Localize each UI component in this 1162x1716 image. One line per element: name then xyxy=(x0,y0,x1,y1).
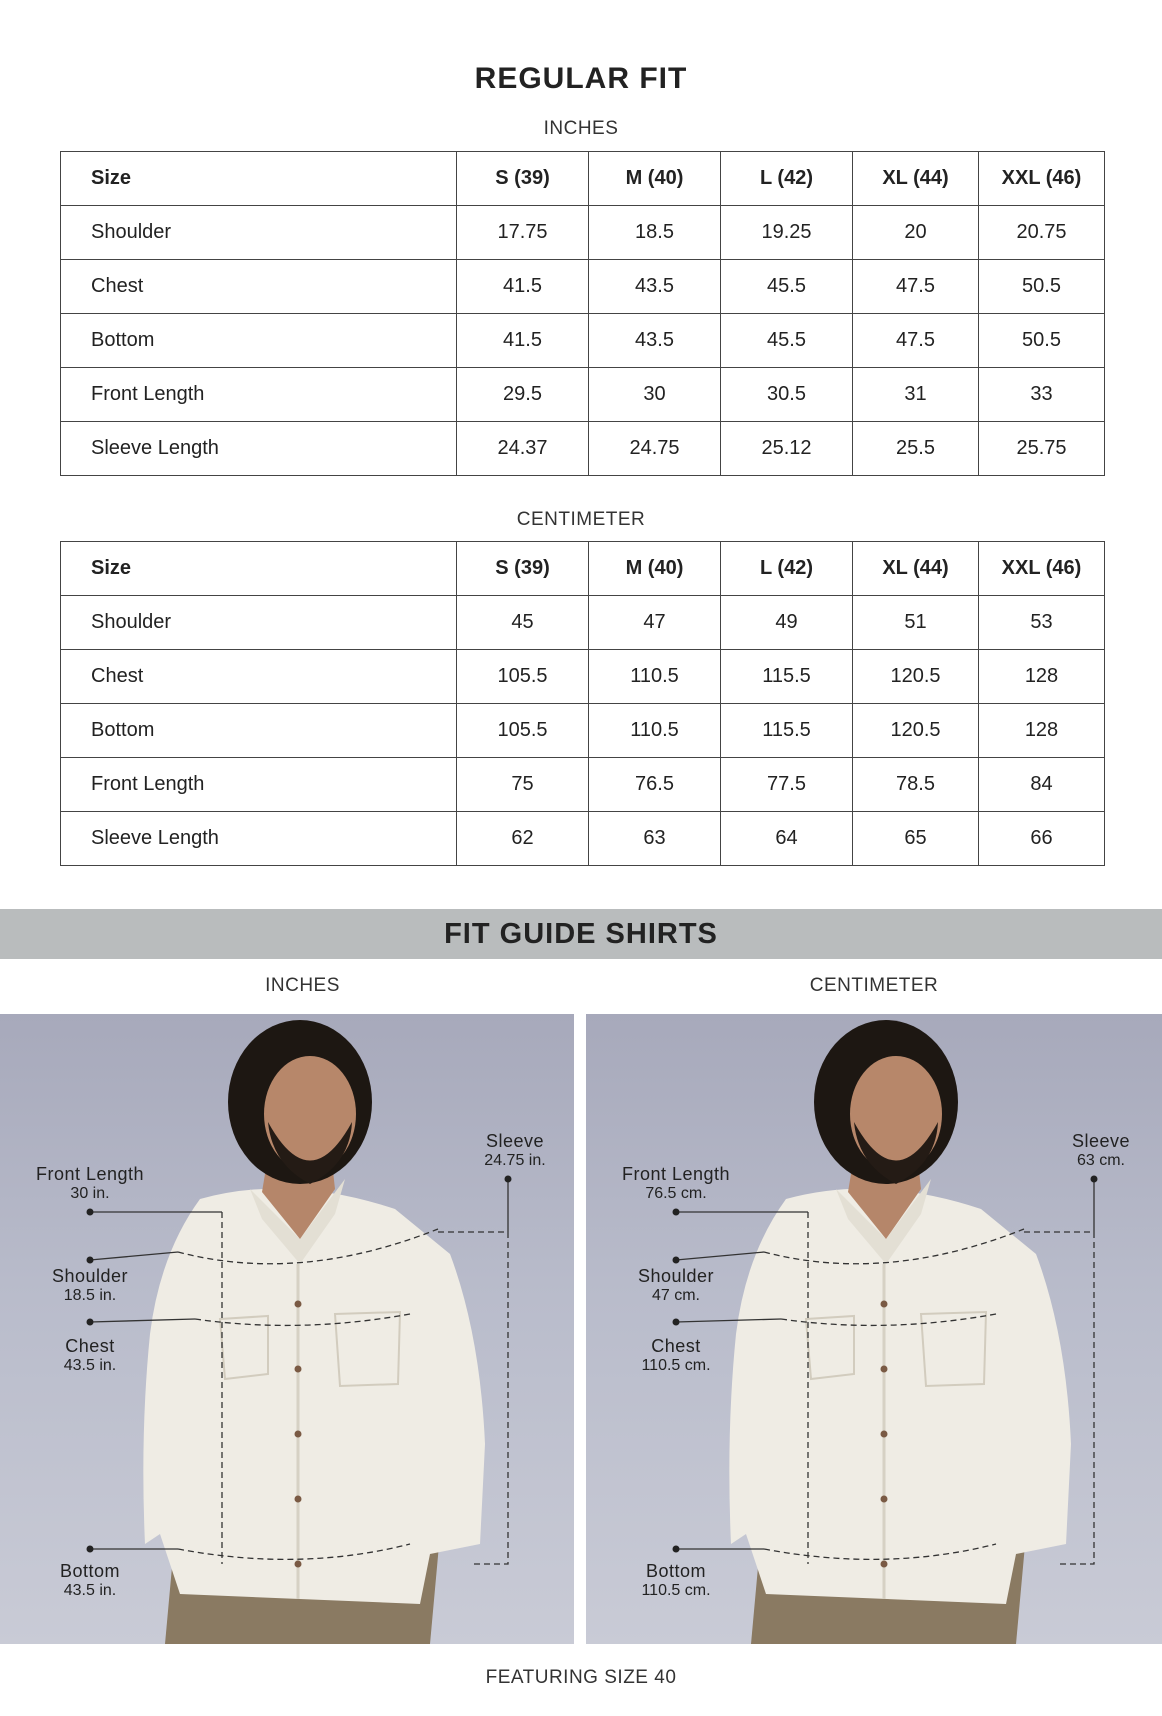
header-cell: M (40) xyxy=(589,542,721,596)
header-cell: XL (44) xyxy=(853,542,979,596)
chest-annotation xyxy=(596,1336,756,1375)
table-cell: 47.5 xyxy=(853,314,979,368)
annotation-label: Sleeve xyxy=(1071,1131,1131,1151)
table-row xyxy=(61,758,1105,812)
page-title: REGULAR FIT xyxy=(474,62,688,95)
shoulder-annotation xyxy=(596,1266,756,1305)
table-cell: 120.5 xyxy=(853,650,979,704)
bottom-annotation xyxy=(596,1561,756,1600)
header-cell: XL (44) xyxy=(853,152,979,206)
table-cell: 84 xyxy=(979,758,1105,812)
annotation-value: 30 in. xyxy=(70,1185,110,1202)
header-cell: XXL (46) xyxy=(979,152,1105,206)
cm-size-table xyxy=(60,541,1105,866)
annotation-label: Bottom xyxy=(59,1561,121,1581)
annotation-label: Chest xyxy=(651,1336,701,1356)
table-cell: 47 xyxy=(589,596,721,650)
annotation-value: 110.5 cm. xyxy=(641,1357,711,1374)
table-cell: 64 xyxy=(721,812,853,866)
table-cell: 50.5 xyxy=(979,260,1105,314)
row-label: Bottom xyxy=(61,704,457,758)
header-cell: Size xyxy=(61,542,457,596)
table-cell: 45.5 xyxy=(721,314,853,368)
row-label: Sleeve Length xyxy=(61,422,457,476)
table-cell: 49 xyxy=(721,596,853,650)
table-cell: 29.5 xyxy=(457,368,589,422)
table-cell: 76.5 xyxy=(589,758,721,812)
table-cell: 31 xyxy=(853,368,979,422)
annotation-label: Front Length xyxy=(621,1164,731,1184)
table-row xyxy=(61,314,1105,368)
table-header-row xyxy=(61,542,1105,596)
table-row xyxy=(61,368,1105,422)
table-cell: 105.5 xyxy=(457,650,589,704)
annotation-value: 76.5 cm. xyxy=(645,1185,707,1202)
table-cell: 62 xyxy=(457,812,589,866)
header-cell: L (42) xyxy=(721,152,853,206)
table-cell: 19.25 xyxy=(721,206,853,260)
annotation-label: Bottom xyxy=(645,1561,707,1581)
table-cell: 20.75 xyxy=(979,206,1105,260)
table-cell: 43.5 xyxy=(589,260,721,314)
table-row xyxy=(61,596,1105,650)
annotation-value: 24.75 in. xyxy=(484,1152,546,1169)
table-cell: 43.5 xyxy=(589,314,721,368)
table-cell: 50.5 xyxy=(979,314,1105,368)
model-illustration xyxy=(586,1014,1160,1644)
table-cell: 45 xyxy=(457,596,589,650)
table-cell: 51 xyxy=(853,596,979,650)
header-cell: L (42) xyxy=(721,542,853,596)
table-row xyxy=(61,704,1105,758)
table-cell: 47.5 xyxy=(853,260,979,314)
annotation-label: Sleeve xyxy=(485,1131,545,1151)
chest-annotation xyxy=(10,1336,170,1375)
table-cell: 115.5 xyxy=(721,650,853,704)
table-row xyxy=(61,812,1105,866)
sleeve-annotation xyxy=(470,1131,560,1170)
row-label: Chest xyxy=(61,260,457,314)
row-label: Bottom xyxy=(61,314,457,368)
cm-table-caption: CENTIMETER xyxy=(516,509,646,530)
table-cell: 110.5 xyxy=(589,704,721,758)
sleeve-annotation xyxy=(1056,1131,1146,1170)
front-length-annotation xyxy=(596,1164,756,1203)
row-label: Front Length xyxy=(61,368,457,422)
fit-guide-cm-caption: CENTIMETER xyxy=(809,975,939,996)
row-label: Shoulder xyxy=(61,596,457,650)
model-photo-cm xyxy=(586,1014,1162,1644)
header-cell: S (39) xyxy=(457,152,589,206)
table-cell: 105.5 xyxy=(457,704,589,758)
table-cell: 18.5 xyxy=(589,206,721,260)
inches-size-table xyxy=(60,151,1105,476)
table-cell: 25.75 xyxy=(979,422,1105,476)
table-cell: 115.5 xyxy=(721,704,853,758)
annotation-label: Chest xyxy=(65,1336,115,1356)
table-cell: 128 xyxy=(979,650,1105,704)
fit-guide-inches-caption: INCHES xyxy=(265,975,340,996)
featuring-size-note: FEATURING SIZE 40 xyxy=(485,1667,677,1688)
table-row xyxy=(61,650,1105,704)
row-label: Front Length xyxy=(61,758,457,812)
table-cell: 20 xyxy=(853,206,979,260)
table-cell: 24.75 xyxy=(589,422,721,476)
fit-guide-banner: FIT GUIDE SHIRTS xyxy=(0,909,1162,959)
annotation-value: 47 cm. xyxy=(651,1287,700,1304)
table-cell: 41.5 xyxy=(457,314,589,368)
annotation-value: 43.5 in. xyxy=(63,1357,117,1374)
table-cell: 66 xyxy=(979,812,1105,866)
header-cell: Size xyxy=(61,152,457,206)
annotation-value: 110.5 cm. xyxy=(641,1582,711,1599)
table-cell: 30.5 xyxy=(721,368,853,422)
annotation-value: 43.5 in. xyxy=(63,1582,117,1599)
header-cell: S (39) xyxy=(457,542,589,596)
table-cell: 41.5 xyxy=(457,260,589,314)
table-cell: 17.75 xyxy=(457,206,589,260)
table-cell: 53 xyxy=(979,596,1105,650)
front-length-annotation xyxy=(10,1164,170,1203)
table-cell: 25.5 xyxy=(853,422,979,476)
row-label: Chest xyxy=(61,650,457,704)
table-cell: 128 xyxy=(979,704,1105,758)
table-cell: 30 xyxy=(589,368,721,422)
table-cell: 24.37 xyxy=(457,422,589,476)
annotation-label: Shoulder xyxy=(637,1266,715,1286)
table-cell: 77.5 xyxy=(721,758,853,812)
table-cell: 120.5 xyxy=(853,704,979,758)
inches-table-caption: INCHES xyxy=(543,118,619,139)
table-row xyxy=(61,422,1105,476)
annotation-label: Shoulder xyxy=(51,1266,129,1286)
header-cell: M (40) xyxy=(589,152,721,206)
model-illustration xyxy=(0,1014,574,1644)
table-cell: 45.5 xyxy=(721,260,853,314)
table-cell: 110.5 xyxy=(589,650,721,704)
table-cell: 25.12 xyxy=(721,422,853,476)
table-row xyxy=(61,260,1105,314)
table-header-row xyxy=(61,152,1105,206)
row-label: Shoulder xyxy=(61,206,457,260)
annotation-value: 63 cm. xyxy=(1076,1152,1125,1169)
model-photo-inches xyxy=(0,1014,574,1644)
annotation-value: 18.5 in. xyxy=(63,1287,117,1304)
annotation-label: Front Length xyxy=(35,1164,145,1184)
table-cell: 75 xyxy=(457,758,589,812)
header-cell: XXL (46) xyxy=(979,542,1105,596)
table-row xyxy=(61,206,1105,260)
table-cell: 63 xyxy=(589,812,721,866)
table-cell: 78.5 xyxy=(853,758,979,812)
bottom-annotation xyxy=(10,1561,170,1600)
shoulder-annotation xyxy=(10,1266,170,1305)
table-cell: 65 xyxy=(853,812,979,866)
row-label: Sleeve Length xyxy=(61,812,457,866)
table-cell: 33 xyxy=(979,368,1105,422)
